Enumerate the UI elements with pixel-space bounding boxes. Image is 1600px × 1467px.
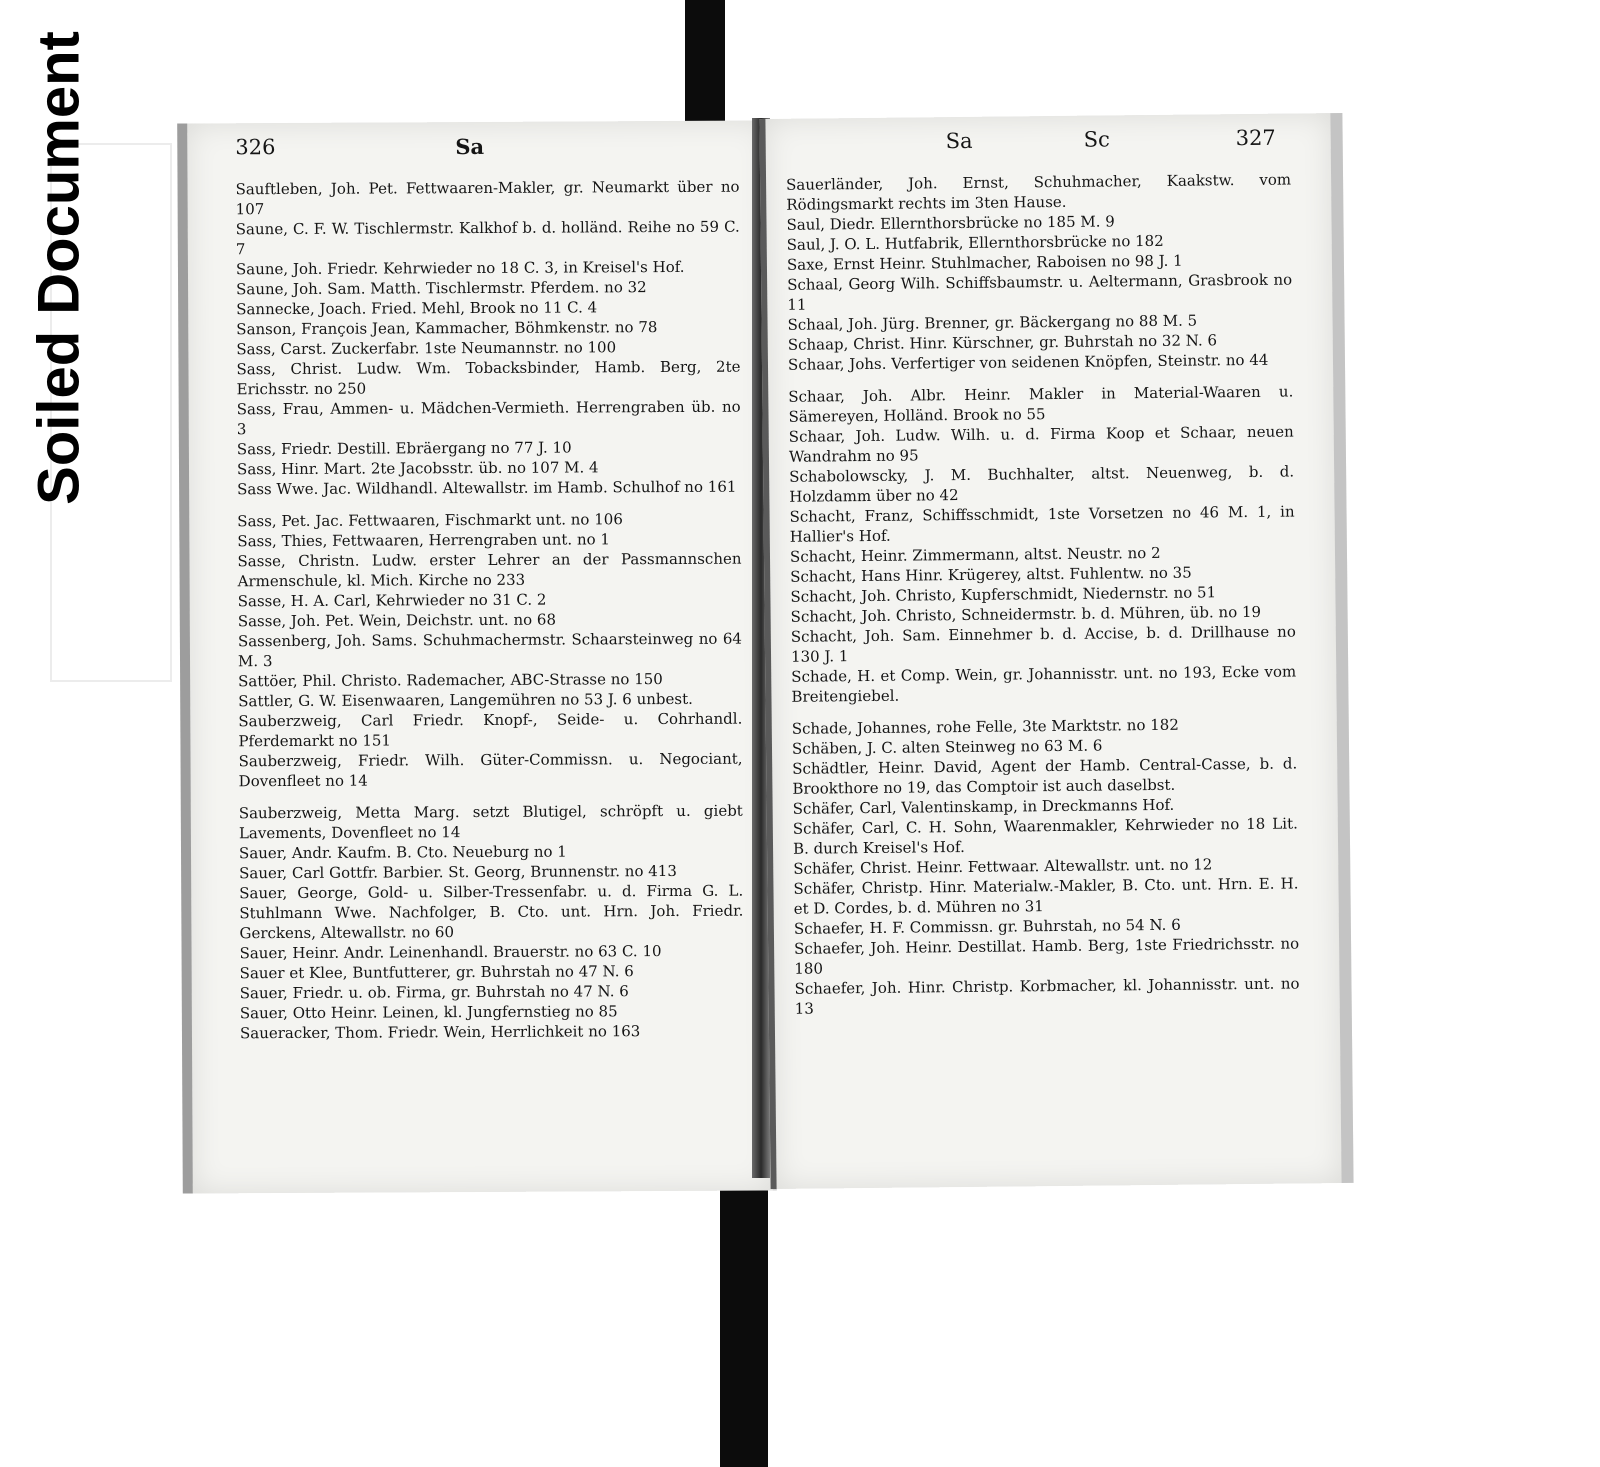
directory-entry: Sass, Friedr. Destill. Ebräergang no 77 J. 10: [236, 438, 572, 459]
right-page-number: 327: [1235, 125, 1276, 151]
directory-entry: Sauftleben, Joh. Pet. Fettwaaren-Makler, gr. Neumarkt über no 107: [235, 177, 740, 219]
directory-entry: Schacht, Joh. Christo, Schneidermstr. b. d. Mühren, üb. no 19: [790, 602, 1262, 626]
soiled-document-text: Soiled Document: [26, 31, 92, 505]
directory-entry: Schaefer, Joh. Hinr. Christp. Korbmacher, kl. Johannisstr. unt. no 13: [794, 974, 1300, 1018]
left-page-number: 326: [235, 135, 276, 160]
directory-entry: Sass Wwe. Jac. Wildhandl. Altewallstr. im Hamb. Schulhof no 161: [237, 477, 737, 499]
directory-entry: Schaefer, Joh. Heinr. Destillat. Hamb. Berg, 1ste Friedrichsstr. no 180: [794, 934, 1300, 978]
directory-entry: Saul, Diedr. Ellernthorsbrücke no 185 M. 9: [786, 212, 1115, 234]
right-page: [759, 113, 1353, 1189]
directory-entry: Schabolowscky, J. M. Buchhalter, altst. Neuenweg, b. d. Holzdamm über no 42: [789, 462, 1295, 506]
directory-entry: Schaal, Joh. Jürg. Brenner, gr. Bäckergang no 88 M. 5: [787, 311, 1198, 334]
directory-entry: Schaar, Joh. Ludw. Wilh. u. d. Firma Koop et Schaar, neuen Wandrahm no 95: [788, 422, 1294, 466]
directory-entry: Schade, H. et Comp. Wein, gr. Johannisstr. unt. no 193, Ecke vom Breitengiebel.: [791, 662, 1297, 706]
directory-entry: Schäfer, Carl, Valentinskamp, in Dreckmanns Hof.: [792, 795, 1175, 818]
directory-entry: Saxe, Ernst Heinr. Stuhlmacher, Raboisen no 98 J. 1: [786, 251, 1183, 274]
directory-entry: Sauer, Otto Heinr. Leinen, kl. Jungfernstieg no 85: [239, 1002, 618, 1023]
directory-entry: Saune, Joh. Friedr. Kehrwieder no 18 C. 3, in Kreisel's Hof.: [235, 257, 685, 279]
right-page-header: [765, 113, 1330, 163]
directory-entry: Schacht, Joh. Sam. Einnehmer b. d. Accise, b. d. Drillhause no 130 J. 1: [790, 622, 1296, 666]
directory-entry: Sass, Hinr. Mart. 2te Jacobsstr. üb. no 107 M. 4: [236, 458, 599, 479]
directory-entry: Sattler, G. W. Eisenwaaren, Langemühren no 53 J. 6 unbest.: [238, 689, 693, 711]
binding-bottom: [720, 1175, 768, 1467]
left-page-entries: [235, 177, 744, 1044]
directory-entry: Schäfer, Christ. Heinr. Fettwaar. Altewallstr. unt. no 12: [793, 855, 1213, 878]
directory-entry: Sauer, George, Gold- u. Silber-Tressenfabr. u. d. Firma G. L. Stuhlmann Wwe. Nachfolger, B. Cto. unt. Hrn. Joh. Friedr. Gerckens, Altewallstr. no 60: [239, 881, 744, 943]
directory-entry: Schacht, Franz, Schiffsschmidt, 1ste Vorsetzen no 46 M. 1, in Hallier's Hof.: [789, 502, 1295, 546]
directory-entry: Schaar, Joh. Albr. Heinr. Makler in Material-Waaren u. Sämereyen, Holländ. Brook no 55: [788, 382, 1294, 426]
directory-entry: Saune, C. F. W. Tischlermstr. Kalkhof b. d. holländ. Reihe no 59 C. 7: [235, 217, 740, 259]
directory-entry: Sasse, Christn. Ludw. erster Lehrer an der Passmannschen Armenschule, kl. Mich. Kirche no 233: [237, 549, 742, 591]
directory-entry: Sauer, Friedr. u. ob. Firma, gr. Buhrstah no 47 N. 6: [239, 982, 629, 1003]
directory-entry: Sauer et Klee, Buntfutterer, gr. Buhrstah no 47 N. 6: [239, 962, 634, 983]
left-page-header: [187, 120, 767, 167]
directory-entry: Schäben, J. C. alten Steinweg no 63 M. 6: [791, 736, 1103, 758]
directory-entry: Sass, Frau, Ammen- u. Mädchen-Vermieth. Herrengraben üb. no 3: [236, 397, 741, 439]
directory-entry: Schacht, Joh. Christo, Kupferschmidt, Niedernstr. no 51: [790, 583, 1217, 606]
right-page-entries: [786, 170, 1300, 1019]
directory-entry: Sauer, Andr. Kaufm. B. Cto. Neueburg no 1: [238, 842, 567, 863]
directory-entry: Schädtler, Heinr. David, Agent der Hamb. Central-Casse, b. d. Brookthore no 19, das Comptoir ist auch daselbst.: [792, 754, 1298, 798]
directory-entry: Sasse, H. A. Carl, Kehrwieder no 31 C. 2: [237, 590, 547, 611]
directory-entry: Saul, J. O. L. Hutfabrik, Ellernthorsbrücke no 182: [786, 231, 1164, 254]
directory-entry: Sass, Thies, Fettwaaren, Herrengraben unt. no 1: [237, 530, 610, 551]
directory-entry: Schacht, Heinr. Zimmermann, altst. Neustr. no 2: [789, 543, 1161, 566]
directory-entry: Sannecke, Joach. Fried. Mehl, Brook no 11 C. 4: [236, 298, 598, 319]
directory-entry: Schäfer, Carl, C. H. Sohn, Waarenmakler, Kehrwieder no 18 Lit. B. durch Kreisel's Hof.: [792, 814, 1298, 858]
right-page-running-head-2: Sc: [1083, 127, 1110, 152]
directory-entry: Sauberzweig, Friedr. Wilh. Güter-Commissn. u. Negociant, Dovenfleet no 14: [238, 749, 743, 791]
directory-entry: Sass, Carst. Zuckerfabr. 1ste Neumannstr. no 100: [236, 338, 617, 359]
directory-entry: Schäfer, Christp. Hinr. Materialw.-Makler, B. Cto. unt. Hrn. E. H. et D. Cordes, b. d. Mühren no 31: [793, 874, 1299, 918]
directory-entry: Sasse, Joh. Pet. Wein, Deichstr. unt. no 68: [237, 610, 557, 631]
directory-entry: Sattöer, Phil. Christo. Rademacher, ABC-Strasse no 150: [238, 670, 663, 691]
directory-entry: Sauberzweig, Carl Friedr. Knopf-, Seide- u. Cohrhandl. Pferdemarkt no 151: [238, 709, 743, 751]
directory-entry: Sauer, Heinr. Andr. Leinenhandl. Brauerstr. no 63 C. 10: [239, 942, 662, 963]
directory-entry: Sauberzweig, Metta Marg. setzt Blutigel, schröpft u. giebt Lavements, Dovenfleet no 14: [238, 801, 743, 843]
left-page: [177, 120, 777, 1193]
directory-entry: Schaal, Georg Wilh. Schiffsbaumstr. u. Aeltermann, Grasbrook no 11: [787, 270, 1293, 314]
directory-entry: Sanson, François Jean, Kammacher, Böhmkenstr. no 78: [236, 318, 658, 339]
directory-entry: Schaap, Christ. Hinr. Kürschner, gr. Buhrstah no 32 N. 6: [787, 331, 1218, 354]
directory-entry: Sass, Christ. Ludw. Wm. Tobacksbinder, Hamb. Berg, 2te Erichsstr. no 250: [236, 357, 741, 399]
directory-entry: Sauerländer, Joh. Ernst, Schuhmacher, Kaakstw. vom Rödingsmarkt rechts im 3ten Hause.: [786, 170, 1292, 214]
directory-entry: Schaar, Johs. Verfertiger von seidenen Knöpfen, Steinstr. no 44: [787, 350, 1269, 374]
directory-entry: Schade, Johannes, rohe Felle, 3te Marktstr. no 182: [791, 715, 1179, 738]
directory-entry: Saueracker, Thom. Friedr. Wein, Herrlichkeit no 163: [239, 1022, 641, 1043]
directory-entry: Sass, Pet. Jac. Fettwaaren, Fischmarkt unt. no 106: [237, 510, 623, 531]
directory-entry: Sauer, Carl Gottfr. Barbier. St. Georg, Brunnenstr. no 413: [239, 861, 677, 883]
directory-entry: Saune, Joh. Sam. Matth. Tischlermstr. Pferdem. no 32: [236, 278, 647, 299]
directory-entry: Sassenberg, Joh. Sams. Schuhmachermstr. Schaarsteinweg no 64 M. 3: [237, 629, 742, 671]
directory-entry: Schaefer, H. F. Commissn. gr. Buhrstah, no 54 N. 6: [793, 915, 1181, 938]
directory-entry: Schacht, Hans Hinr. Krügerey, altst. Fuhlentw. no 35: [790, 563, 1192, 586]
left-page-running-head: Sa: [455, 133, 485, 160]
right-page-running-head-1: Sa: [945, 128, 973, 154]
